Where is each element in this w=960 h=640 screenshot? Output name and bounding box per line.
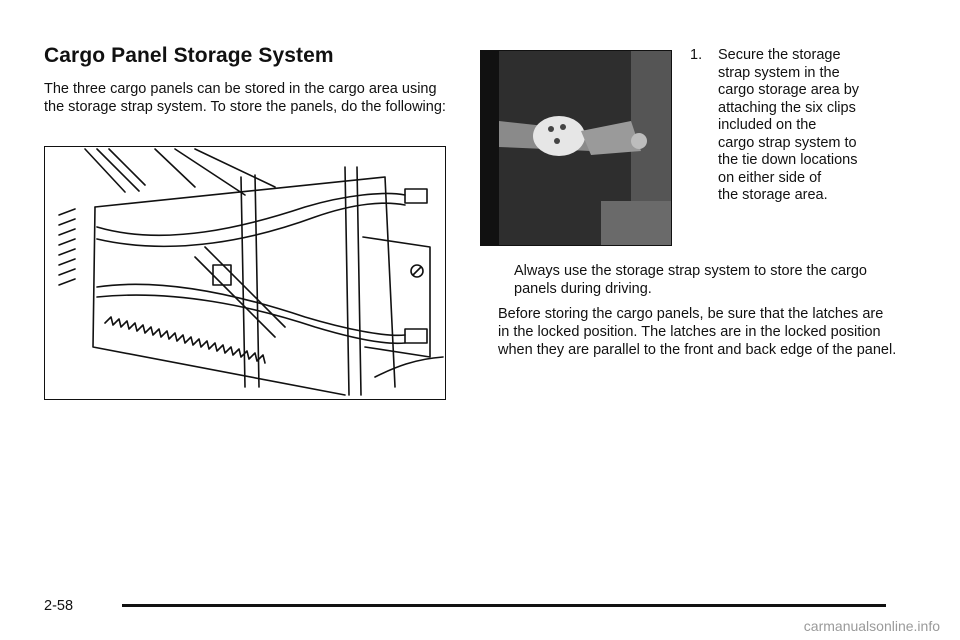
- watermark: carmanualsonline.info: [803, 618, 940, 634]
- note-paragraph: Always use the storage strap system to store the cargo panels during driving.: [514, 263, 867, 297]
- latch-paragraph: Before storing the cargo panels, be sure that the latches are in the locked position. The latches are in the locked position when they are parallel to the front and back edge of the panel.: [498, 306, 897, 358]
- section-title: Cargo Panel Storage System: [44, 44, 334, 67]
- step-number: 1.: [690, 47, 703, 63]
- strap-clip-photo: [480, 50, 672, 246]
- page-number: 2-58: [44, 598, 74, 614]
- intro-paragraph: The three cargo panels can be stored in the cargo area using the storage strap system. To store the panels, do the following:: [44, 81, 446, 115]
- cargo-panel-illustration: [44, 146, 446, 400]
- step-text: Secure the storage strap system in the cargo storage area by attaching the six clips included on the cargo strap system to the tie down locations on either side of the storage area.: [718, 47, 860, 203]
- footer-rule: [122, 604, 886, 607]
